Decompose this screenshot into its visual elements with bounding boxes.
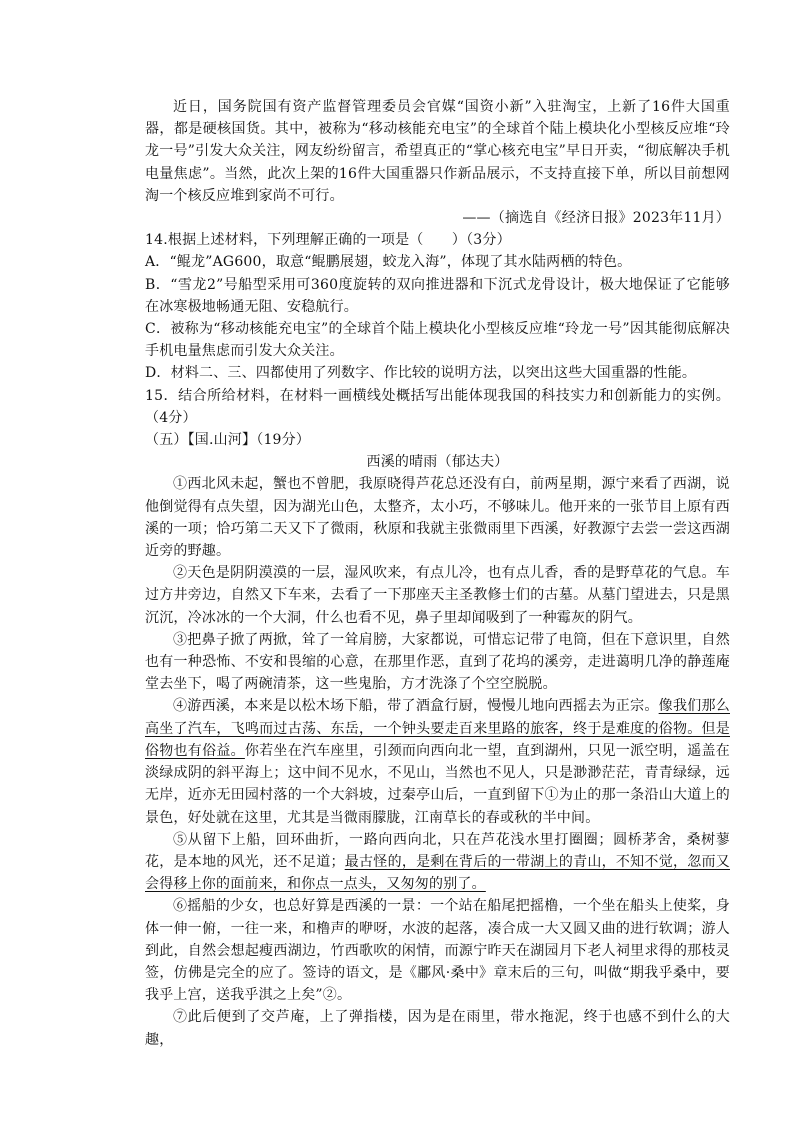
document-page xyxy=(145,96,730,1051)
essay-title: 西溪的晴雨（郁达夫） xyxy=(366,454,509,471)
material-intro: 近日，国务院国有资产监督管理委员会官媒“国资小新”入驻淘宝，上新了16件大国重器，都是硬核国货。其中，被称为“移动核能充电宝”的全球首个陆上模块化小型核反应堆“玲龙一号”引发大众关注，网友纷纷留言，希望真正的“掌心核充电宝”早日开卖，“彻底解决手机电量焦虑”。当然，此次上架的16件大国重器只作新品展示，不支持直接下单，所以目前想网淘一个核反应堆到家尚不可行。 xyxy=(145,99,730,204)
paragraph-5 xyxy=(145,829,730,896)
paragraph-5-text-a: ⑤从留下上船，回环曲折，一路向西向北，只在芦花浅水里打圈圈；圆桥茅舍，桑树蓼花，是本地的风光，还不足道； xyxy=(145,831,730,870)
paragraph-4-text-b: 你若坐在汽车座里，引颈而向西向北一望，直到湖州，只见一派空明，遥盖在淡绿成阴的斜平海上；这中间不见水，不见山，当然也不见人，只是渺渺茫茫，青青绿绿，远无岸，近亦无田园村落的一个大斜坡，过秦亭山后，一直到留下①为止的那一条沿山大道上的景色，好处就在这里，尤其是当微雨朦胧，江南草长的春或秋的半中间。 xyxy=(145,742,730,826)
option-b: B．“雪龙2”号船型采用可360度旋转的双向推进器和下沉式龙骨设计，极大地保证了它能够在冰寒极地畅通无阻、安稳航行。 xyxy=(145,276,730,315)
section-title: （五）【国.山河】（19分） xyxy=(145,432,311,449)
paragraph-7: ⑦此后便到了交芦庵，上了弹指楼，因为是在雨里，带水拖泥，终于也感不到什么的大趣， xyxy=(145,1009,730,1048)
paragraph-5-underlined: 最古怪的，是剩在背后的一带湖上的青山，不知不觉，忽而又会得移上你的面前来，和你点一点头，又匆匆的别了。 xyxy=(145,853,730,893)
paragraph-1: ①西北风未起，蟹也不曾肥，我原晓得芦花总还没有白，前两星期，源宁来看了西湖，说他倒觉得有点失望，因为湖光山色，太整齐，太小巧，不够味儿。他开来的一张节目上原有西溪的一项；恰巧第二天又下了微雨，秋原和我就主张微雨里下西溪，好教源宁去尝一尝这西湖近旁的野趣。 xyxy=(145,476,730,560)
question-15: 15．结合所给材料，在材料一画横线处概括写出能体现我国的科技实力和创新能力的实例。（4分） xyxy=(145,387,730,426)
paragraph-2: ②天色是阴阴漠漠的一层，湿风吹来，有点儿冷，也有点儿香，香的是野草花的气息。车过方井旁边，自然又下车来，去看了一下那座天主圣教修士们的古墓。从墓门望进去，只是黑沉沉，冷冰冰的一个大洞，什么也看不见，鼻子里却闻吸到了一种霉灰的阴气。 xyxy=(145,565,730,626)
paragraph-3: ③把鼻子掀了两掀，耸了一耸肩膀，大家都说，可惜忘记带了电筒，但在下意识里，自然也有一种恐怖、不安和畏缩的心意，在那里作恶，直到了花坞的溪旁，走进蔼明几净的静莲庵堂去坐下，喝了两碗清茶，这一些鬼胎，方才洗涤了个空空脱脱。 xyxy=(145,631,730,693)
option-d: D．材料二、三、四都使用了列数字、作比较的说明方法，以突出这些大国重器的性能。 xyxy=(145,365,697,382)
paragraph-4-text-a: ④游西溪，本来是以松木场下船，带了酒盒行厨，慢慢儿地向西摇去为正宗。 xyxy=(173,698,659,715)
question-14-stem: 14.根据上述材料，下列理解正确的一项是（ ）（3分） xyxy=(145,232,511,249)
option-a: A．“鲲龙”AG600，取意“鲲鹏展翅，蛟龙入海”，体现了其水陆两栖的特色。 xyxy=(145,254,632,271)
paragraph-4-underlined: 像我们那么高坐了汽车，飞鸣而过古荡、东岳，一个钟头要走百来里路的旅客，终于是难度的俗物。但是俗物也有俗益。 xyxy=(145,698,730,759)
option-c: C．被称为“移动核能充电宝”的全球首个陆上模块化小型核反应堆“玲龙一号”因其能彻底解决手机电量焦虑而引发大众关注。 xyxy=(145,321,730,360)
source-citation: ——（摘选自《经济日报》2023年11月） xyxy=(462,210,730,227)
paragraph-4 xyxy=(145,695,730,828)
paragraph-6: ⑥摇船的少女，也总好算是西溪的一景：一个站在船尾把摇橹，一个坐在船头上使桨，身体一伸一俯，一往一来，和橹声的咿呀，水波的起落，凑合成一大又圆又曲的进行软调；游人到此，自然会想起瘦西湖边，竹西歌吹的闲情，而源宁昨天在湖园月下老人祠里求得的那枝灵签，仿佛是完全的应了。签诗的语文，是《鄘风·桑中》章末后的三句，叫做“期我乎桑中，要我乎上宫，送我乎淇之上矣”②。 xyxy=(145,898,730,1004)
